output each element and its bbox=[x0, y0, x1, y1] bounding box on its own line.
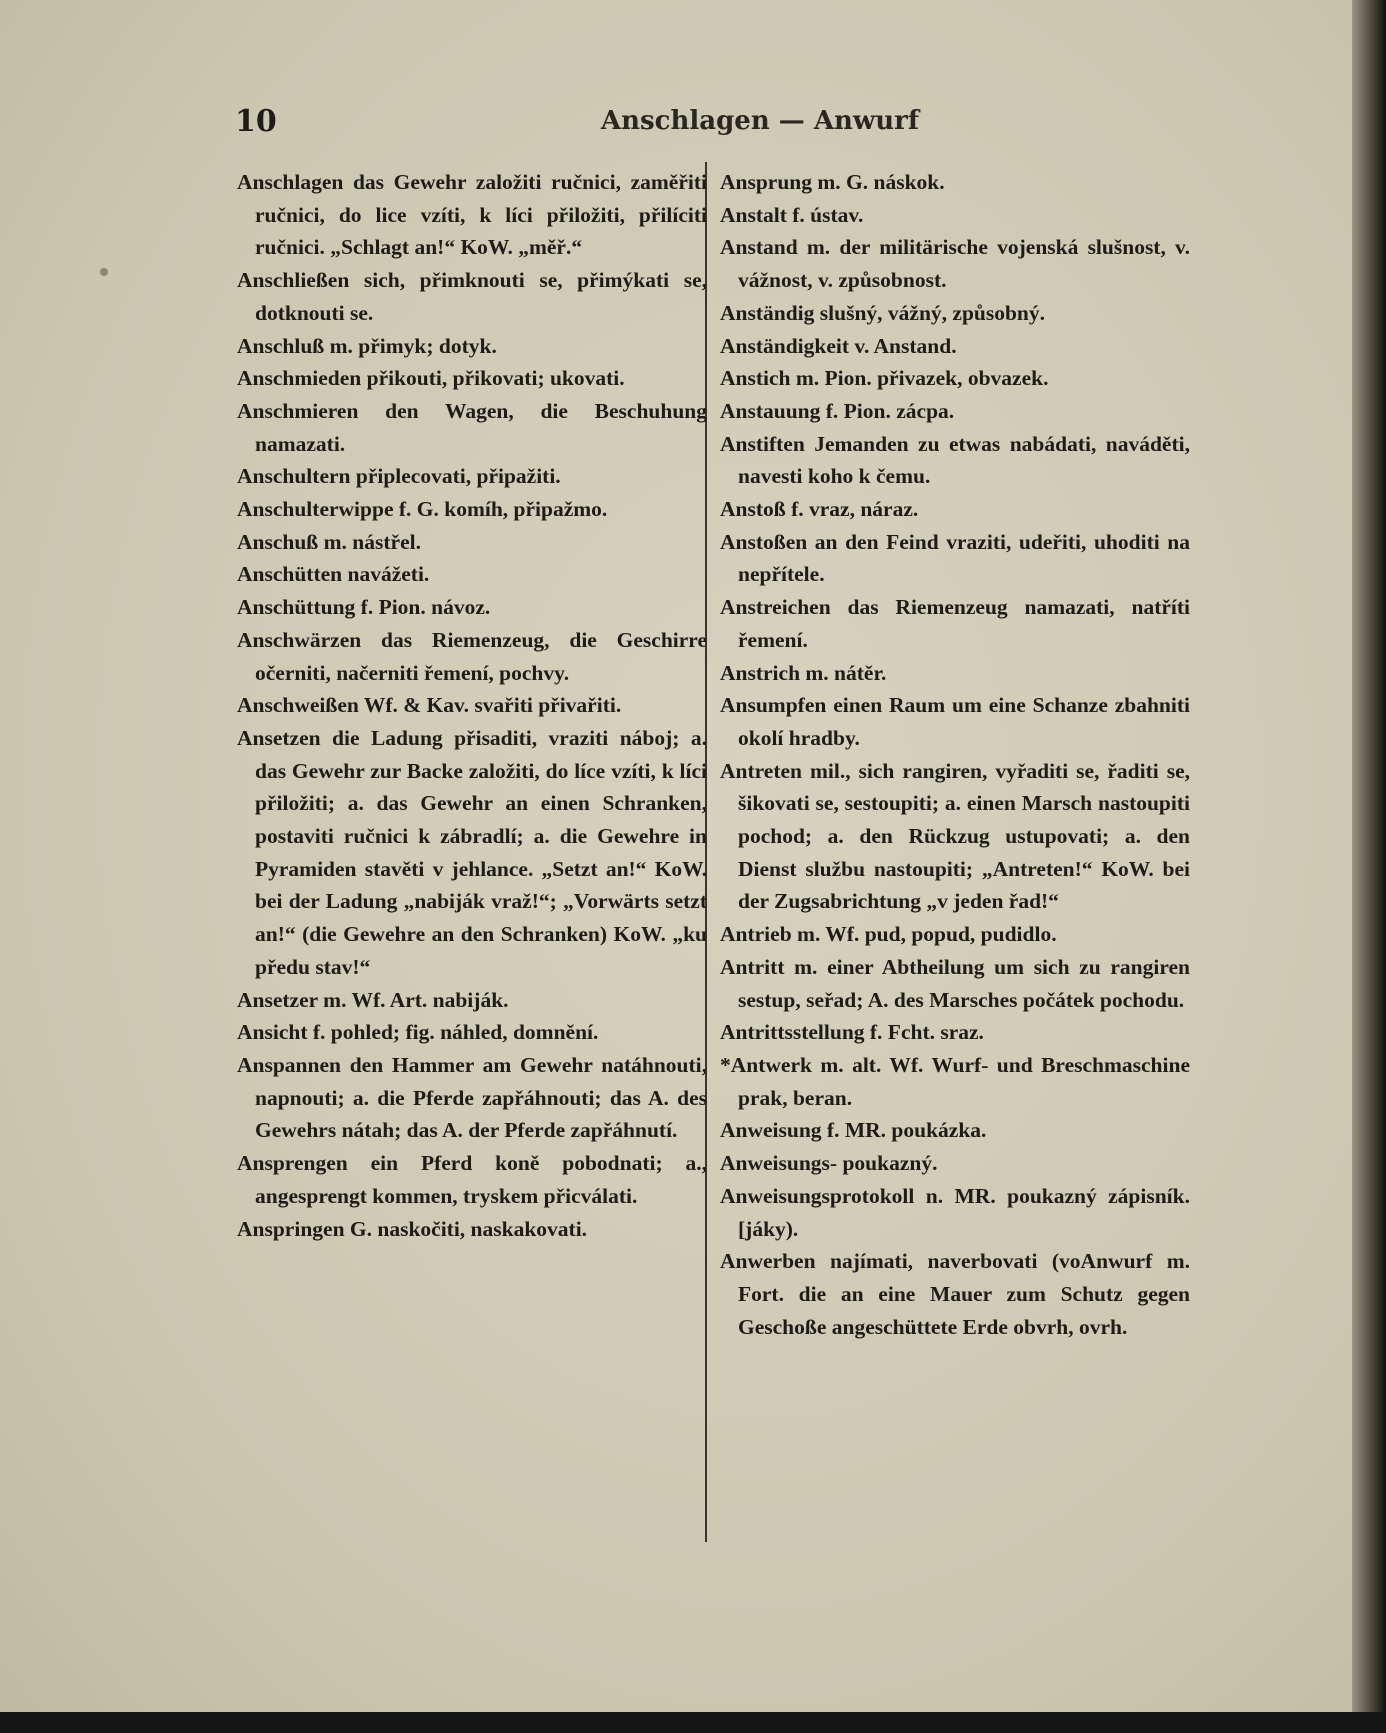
dictionary-entry: Ansprung m. G. náskok. bbox=[720, 170, 945, 194]
dictionary-entry: Anweisungsprotokoll n. MR. poukazný zápisník. [jáky). bbox=[720, 1183, 1190, 1241]
running-head: Anschlagen — Anwurf bbox=[600, 106, 920, 136]
dictionary-entry: Anschütten navážeti. bbox=[237, 562, 430, 587]
dictionary-entry: Anspringen G. naskočiti, naskakovati. bbox=[237, 1216, 588, 1241]
page-edge-shadow bbox=[1352, 0, 1386, 1733]
dictionary-entry: Anweisungs- poukazný. bbox=[720, 1151, 938, 1176]
dictionary-entry: Anstreichen das Riemenzeug namazati, natříti řemení. bbox=[720, 595, 1190, 652]
dictionary-entry: Ansicht f. pohled; fig. náhled, domnění. bbox=[237, 1020, 599, 1045]
dictionary-entry: Antritt m. einer Abtheilung um sich zu rangiren sestup, seřad; A. des Marsches počátek pochodu. bbox=[720, 954, 1190, 1012]
dictionary-entry: Ansprengen ein Pferd koně pobodnati; a., angesprengt kommen, tryskem přicválati. bbox=[237, 1151, 707, 1208]
dictionary-entry: Antreten mil., sich rangiren, vyřaditi se, řaditi se, šikovati se, sestoupiti; a. einen Marsch nastoupiti pochod; a. den Rückzug ustupovati; a. den Dienst službu nastoupiti; „Antreten!“ KoW. bei der Zugsabrichtung „v jeden řad!“ bbox=[720, 758, 1190, 914]
dictionary-entry: Anschwärzen das Riemenzeug, die Geschirre očerniti, načerniti řemení, pochvy. bbox=[237, 627, 707, 685]
dictionary-entry: Anschuß m. nástřel. bbox=[237, 529, 421, 554]
page-number: 10 bbox=[235, 104, 277, 139]
dictionary-entry: Anstauung f. Pion. zácpa. bbox=[720, 398, 955, 423]
dictionary-entry: Anschweißen Wf. & Kav. svařiti přivařiti. bbox=[237, 693, 622, 718]
scan-bottom-border bbox=[0, 1712, 1386, 1733]
dictionary-entry: Anstalt f. ústav. bbox=[720, 202, 864, 227]
dictionary-entry: Anwerben najímati, naverbovati (voAnwurf m. Fort. die an eine Mauer zum Schutz gegen Geschoße angeschüttete Erde obvrh, ovrh. bbox=[720, 1249, 1190, 1339]
dictionary-entry: Anspannen den Hammer am Gewehr natáhnouti, napnouti; a. die Pferde zapřáhnouti; das A. des Gewehrs nátah; das A. der Pferde zapřáhnutí. bbox=[237, 1052, 707, 1143]
left-column bbox=[237, 166, 707, 1245]
dictionary-entry: Anstoß f. vraz, náraz. bbox=[720, 497, 919, 522]
dictionary-entry: Anschmieren den Wagen, die Beschuhung namazati. bbox=[237, 398, 707, 456]
dictionary-entry: Anschulterwippe f. G. komíh, připažmo. bbox=[237, 497, 608, 522]
dictionary-entry: Anständigkeit v. Anstand. bbox=[720, 333, 957, 358]
dictionary-entry: Ansetzer m. Wf. Art. nabiják. bbox=[237, 987, 509, 1012]
dictionary-entry: Anstand m. der militärische vojenská slušnost, v. vážnost, v. způsobnost. bbox=[720, 235, 1190, 293]
dictionary-entry: Anständig slušný, vážný, způsobný. bbox=[720, 300, 1046, 325]
dictionary-entry: Ansetzen die Ladung přisaditi, vraziti náboj; a. das Gewehr zur Backe založiti, do líce vzíti, k líci přiložiti; a. das Gewehr an einen Schranken, postaviti ručnici k zábradlí; a. die Gewehre in Pyramiden stavěti v jehlance. „Setzt an!“ KoW. bei der Ladung „nabiják vraž!“; „Vorwärts setzt an!“ (die Gewehre an den Schranken) KoW. „ku předu stav!“ bbox=[237, 725, 707, 979]
dictionary-entry: Anschultern připlecovati, připažiti. bbox=[237, 464, 561, 489]
dictionary-entry: Anstich m. Pion. přivazek, obvazek. bbox=[720, 366, 1049, 391]
dictionary-entry: Anschmieden přikouti, přikovati; ukovati. bbox=[237, 366, 625, 391]
dictionary-entry: Antrittsstellung f. Fcht. sraz. bbox=[720, 1020, 984, 1045]
dictionary-entry: Anstrich m. nátěr. bbox=[720, 660, 887, 685]
dictionary-entry: Anschluß m. přimyk; dotyk. bbox=[237, 333, 497, 358]
paper-speck bbox=[100, 268, 108, 276]
dictionary-entry: Anweisung f. MR. poukázka. bbox=[720, 1118, 987, 1143]
dictionary-entry: Anschließen sich, přimknouti se, přimýkati se, dotknouti se. bbox=[237, 268, 707, 325]
right-column bbox=[720, 166, 1190, 1343]
dictionary-entry: Anstoßen an den Feind vraziti, udeřiti, uhoditi na nepřítele. bbox=[720, 529, 1190, 587]
page-header bbox=[235, 104, 1285, 144]
dictionary-entry: Antrieb m. Wf. pud, popud, pudidlo. bbox=[720, 922, 1057, 947]
dictionary-entry: Anschüttung f. Pion. návoz. bbox=[237, 595, 491, 620]
dictionary-entry: Anstiften Jemanden zu etwas nabádati, naváděti, navesti koho k čemu. bbox=[720, 431, 1190, 489]
dictionary-entry: Anschlagen das Gewehr založiti ručnici, zaměřiti ručnici, do lice vzíti, k líci přiložiti, přilíciti ručnici. „Schlagt an!“ KoW. „měř.“ bbox=[237, 170, 707, 260]
dictionary-entry: *Antwerk m. alt. Wf. Wurf- und Breschmaschine prak, beran. bbox=[720, 1052, 1190, 1110]
dictionary-entry: Ansumpfen einen Raum um eine Schanze zbahniti okolí hradby. bbox=[720, 693, 1190, 750]
